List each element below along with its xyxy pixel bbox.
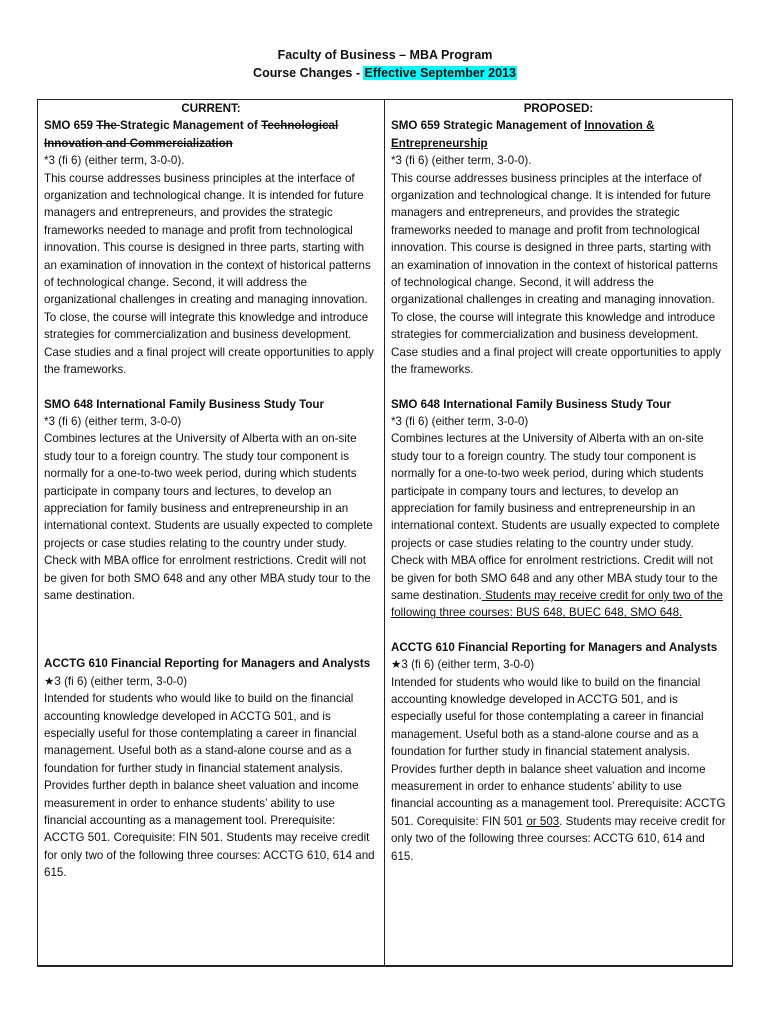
current-acctg610 bbox=[44, 655, 378, 881]
proposed-column-header: PROPOSED: bbox=[523, 102, 594, 115]
course-title bbox=[391, 117, 726, 152]
course-description: This course addresses business principles at the interface of organization and technological change. It is intended for future managers and entrepreneurs, and provides the strategic frameworks needed to manage and profit from technological innovation. This course is designed in three parts, starting with an examination of innovation in the context of historical patterns of technological change. Second, it will address the organizational challenges in creating and managing innovation. To close, the course will integrate this knowledge and introduce strategies for commercialization and business development. Case studies and a final project will create opportunities to apply the frameworks. bbox=[391, 171, 721, 377]
current-column-header: CURRENT: bbox=[181, 102, 241, 115]
page-subtitle bbox=[0, 64, 770, 82]
current-smo648 bbox=[44, 396, 378, 605]
course-code: SMO 659 bbox=[44, 119, 97, 133]
course-units: *3 (fi 6) (either term, 3-0-0) bbox=[391, 414, 529, 428]
effective-date-highlight: Effective September 2013 bbox=[364, 66, 516, 80]
subtitle-prefix: Course Changes - bbox=[253, 66, 364, 80]
course-units: *3 (fi 6) (either term, 3-0-0). bbox=[391, 154, 532, 168]
course-units: *3 (fi 6) (either term, 3-0-0) bbox=[44, 414, 182, 428]
course-description: This course addresses business principles at the interface of organization and technological change. It is intended for future managers and entrepreneurs, and provides the strategic frameworks needed to manage and profit from technological innovation. This course is designed in three parts, starting with an examination of innovation in the context of historical patterns of technological change. Second, it will address the organizational challenges in creating and managing innovation. To close, the course will integrate this knowledge and introduce strategies for commercialization and business development. Case studies and a final project will create opportunities to apply the frameworks. bbox=[44, 171, 374, 377]
course-title: SMO 648 International Family Business Study Tour bbox=[391, 397, 672, 411]
added-title: Innovation & Entrepreneurship bbox=[391, 119, 655, 150]
course-units: *3 (fi 6) (either term, 3-0-0). bbox=[44, 154, 185, 168]
page-header bbox=[0, 46, 770, 82]
course-title-text: SMO 659 Strategic Management of bbox=[391, 119, 585, 133]
proposed-column bbox=[385, 100, 732, 965]
course-title: ACCTG 610 Financial Reporting for Managers and Analysts bbox=[44, 657, 371, 671]
course-title-text: Strategic Management of bbox=[120, 119, 262, 133]
course-description bbox=[391, 430, 726, 621]
description-text: Intended for students who would like to build on the financial accounting knowledge developed in ACCTG 501, and is especially useful for those contemplating a career in financial management. Useful both as a stand-alone course and as a foundation for further study in financial statement analysis. Provides further depth in balance sheet valuation and income measurement in order to enhance students’ ability to use financial accounting as a management tool. Prerequisite: ACCTG 501. Corequisite: FIN 501 bbox=[391, 675, 726, 828]
proposed-smo659 bbox=[391, 117, 726, 378]
added-text: or 503 bbox=[526, 814, 560, 828]
course-units: ★3 (fi 6) (either term, 3-0-0) bbox=[44, 674, 188, 688]
course-title bbox=[44, 117, 378, 152]
course-description: Intended for students who would like to build on the financial accounting knowledge developed in ACCTG 501, and is especially useful for those contemplating a career in financial management. Useful both as a stand-alone course and as a foundation for further study in financial statement analysis. Provides further depth in balance sheet valuation and income measurement in order to enhance students’ ability to use financial accounting as a management tool. Prerequisite: ACCTG 501. Corequisite: FIN 501. Students may receive credit for only two of the following three courses: ACCTG 610, 614 and 615. bbox=[44, 692, 375, 880]
proposed-smo648 bbox=[391, 396, 726, 622]
current-column bbox=[38, 100, 385, 965]
added-text: Students may receive credit for only two of the following three courses: BUS 648, BUEC 648, SMO 648. bbox=[391, 588, 723, 620]
course-description bbox=[391, 674, 726, 865]
current-smo659 bbox=[44, 117, 378, 378]
proposed-acctg610 bbox=[391, 639, 726, 865]
deleted-title: Technological Innovation and Commercialization bbox=[44, 119, 339, 150]
course-changes-table bbox=[37, 99, 733, 967]
course-title: SMO 648 International Family Business Study Tour bbox=[44, 397, 325, 411]
course-title: ACCTG 610 Financial Reporting for Managers and Analysts bbox=[391, 640, 718, 654]
page-title: Faculty of Business – MBA Program bbox=[277, 48, 493, 62]
description-text: Combines lectures at the University of Alberta with an on-site study tour to a foreign country. The study tour component is normally for a one-to-two week period, during which students participate in company tours and lectures, to develop an appreciation for family business and entrepreneurship in an international context. Students are usually expected to complete projects or case studies relating to the country under study. Check with MBA office for enrolment restrictions. Credit will not be given for both SMO 648 and any other MBA study tour to the same destination. bbox=[391, 432, 720, 602]
deleted-text: The bbox=[96, 119, 121, 133]
description-text: . Students may receive credit for only two of the following three courses: ACCTG 610, 614 and 615. bbox=[391, 814, 726, 863]
course-description: Combines lectures at the University of Alberta with an on-site study tour to a foreign country. The study tour component is normally for a one-to-two week period, during which students participate in company tours and lectures, to develop an appreciation for family business and entrepreneurship in an international context. Students are usually expected to complete projects or case studies relating to the country under study. Check with MBA office for enrolment restrictions. Credit will not be given for both SMO 648 and any other MBA study tour to the same destination. bbox=[44, 432, 373, 602]
course-units: ★3 (fi 6) (either term, 3-0-0) bbox=[391, 658, 535, 672]
